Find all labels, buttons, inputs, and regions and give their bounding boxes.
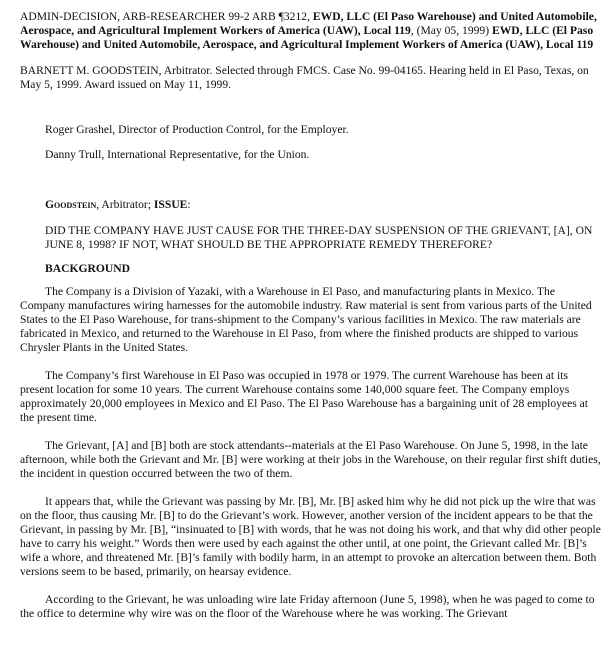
caption-parties-repeat: EWD, LLC (El Paso Warehouse) and United Automobile, Aerospace, and Agricultural Implement Workers of America (UAW), Local 119 [20, 24, 594, 51]
background-heading: BACKGROUND [45, 262, 131, 275]
background-paragraph-1: The Company is a Division of Yazaki, with a Warehouse in El Paso, and manufacturing plants in Mexico. The Company manufactures wiring harnesses for the automobile industry. Raw material is sent from various parts of the United States to the El Paso Warehouse, for trans-shipment to the Company’s various facilities in Mexico. The raw materials are fabricated in Mexico, and returned to the Warehouse in El Paso, from where the finished products are shipped to various Chrysler Plants in the United States. [20, 285, 592, 354]
issue-heading [20, 198, 601, 212]
caption-parties: EWD, LLC (El Paso Warehouse) and United Automobile, Aerospace, and Agricultural Implement Workers of America (UAW), Local 119 [20, 10, 597, 37]
issue-colon: : [187, 198, 191, 211]
issue-question: DID THE COMPANY HAVE JUST CAUSE FOR THE THREE-DAY SUSPENSION OF THE GRIEVANT, [A], ON JUNE 8, 1998? IF NOT, WHAT SHOULD BE THE APPROPRIATE REMEDY THEREFORE? [45, 224, 593, 251]
appearances [20, 123, 601, 162]
background-paragraph-5: According to the Grievant, he was unloading wire late Friday afternoon (June 5, 1998), when he was paged to come to the office to determine why wire was on the floor of the Warehouse where he was working. The Grievant [20, 593, 595, 620]
arbitrator-role: , Arbitrator; [96, 198, 154, 211]
arbitrator-name: Goodstein [45, 198, 97, 211]
arbitrator-line: BARNETT M. GOODSTEIN, Arbitrator. Selected through FMCS. Case No. 99-04165. Hearing held in El Paso, Texas, on May 5, 1999. Award issued on May 11, 1999. [20, 64, 589, 91]
union-appearance: Danny Trull, International Representative, for the Union. [45, 148, 310, 161]
issue-label: ISSUE [153, 198, 188, 211]
caption-citation: ADMIN-DECISION, ARB-RESEARCHER 99-2 ARB ¶3212, [20, 10, 313, 23]
caption-date: , (May 05, 1999) [410, 24, 492, 37]
background-paragraph-4: It appears that, while the Grievant was passing by Mr. [B], Mr. [B] asked him why he did not pick up the wire that was on the floor, thus causing Mr. [B] to do the Grievant’s work. However, another version of the incident appears to be that the Grievant, in passing by Mr. [B], “insinuated to [B] with words, that he was not doing his work, and that why did other people have to carry his weight.” Words then were used by each against the other until, at one point, the Grievant called Mr. [B]’s wife a whore, and threatened Mr. [B]’s family with bodily harm, in an attempt to provoke an altercation between them. Both versions seem to be based, primarily, on hearsay evidence. [20, 495, 601, 578]
case-caption [20, 10, 601, 52]
background-paragraph-2: The Company’s first Warehouse in El Paso was occupied in 1978 or 1979. The current Warehouse has been at its present location for some 10 years. The current Warehouse contains some 140,000 square feet. The Company employs approximately 20,000 employees in Mexico and El Paso. The El Paso Warehouse has a bargaining unit of 28 employees at the present time. [20, 369, 589, 424]
employer-appearance: Roger Grashel, Director of Production Control, for the Employer. [45, 123, 349, 136]
background-paragraph-3: The Grievant, [A] and [B] both are stock attendants--materials at the El Paso Warehouse. On June 5, 1998, in the late afternoon, while both the Grievant and Mr. [B] were working at their jobs in the Warehouse, on their regular first shift duties, the incident in question occurred between the two of them. [20, 439, 601, 480]
